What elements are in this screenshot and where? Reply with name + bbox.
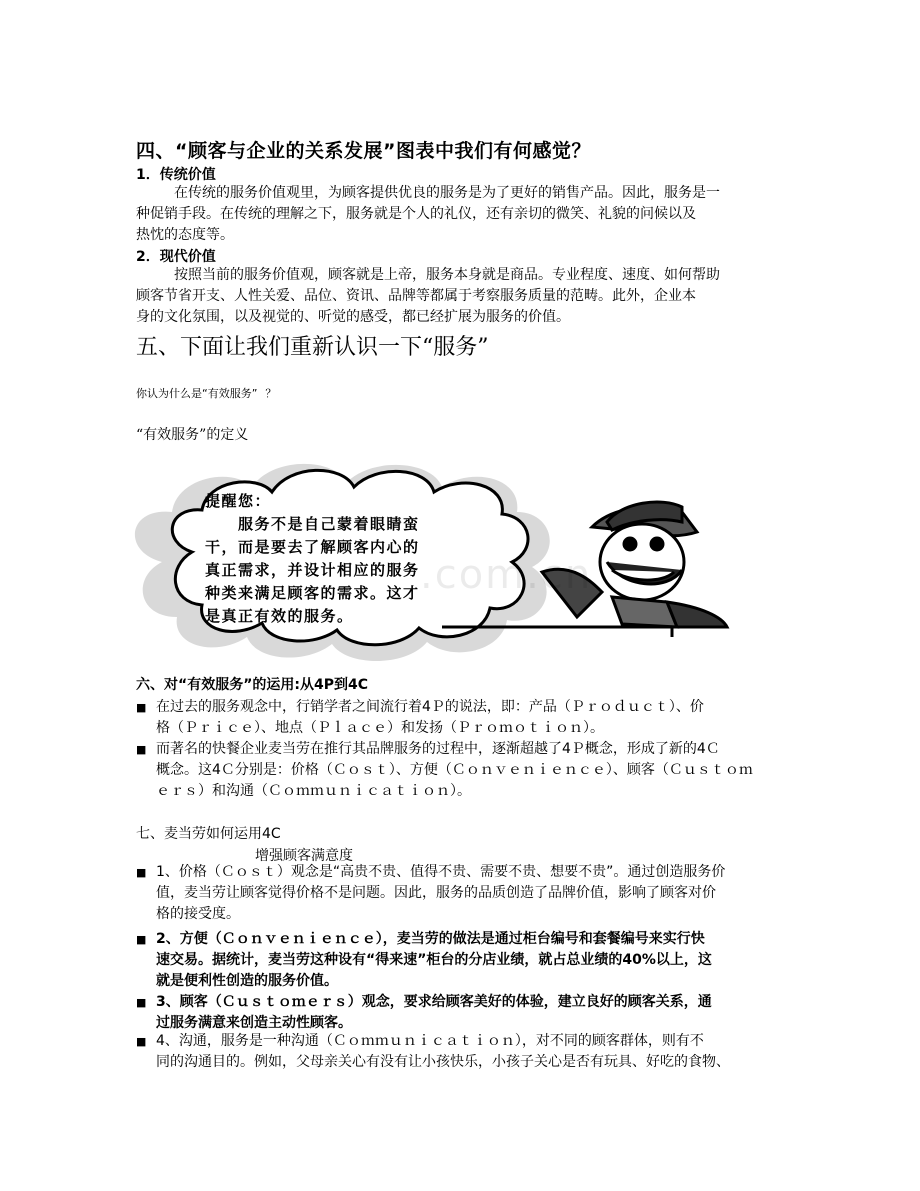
section-7-heading: 七、麦当劳如何运用4C: [136, 826, 281, 842]
text-line: 种促销手段。在传统的理解之下，服务就是个人的礼仪，还有亲切的微笑、礼貌的问候以及: [136, 206, 696, 222]
bullet-4p: [136, 697, 788, 739]
reminder-line: 真正需求，并设计相应的服务: [205, 561, 420, 579]
text-line: 过服务满意来创造主动性顾客。: [156, 1015, 352, 1031]
text-line: 热忱的态度等。: [136, 227, 234, 243]
text-line: 顾客节省开支、人性关爱、品位、资讯、品牌等都属于考察服务质量的范畴。此外，企业本: [136, 288, 696, 304]
section-4-heading: 四、“顾客与企业的关系发展”图表中我们有何感觉？: [136, 140, 591, 162]
bullet-customers: [136, 992, 788, 1034]
bullet-square-icon: ■: [136, 866, 147, 879]
definition-label: “有效服务”的定义: [136, 427, 249, 443]
text-line: 概念。这4Ｃ分别是：价格（Ｃｏｓｔ）、方便（Ｃｏｎｖｅｎｉｅｎｃｅ）、顾客（Ｃｕｓｔｏｍ: [156, 762, 753, 778]
bullet-square-icon: ■: [136, 996, 147, 1009]
bullet-communication: [136, 1031, 788, 1073]
text-line: 2、方便（Ｃｏｎｖｅｎｉｅｎｃｅ），麦当劳的做法是通过柜台编号和套餐编号来实行快: [156, 931, 705, 947]
question-text: 你认为什么是“有效服务”: [136, 387, 258, 400]
text-line: ｅｒｓ）和沟通（Ｃｏｍｍｕｎｉｃａｔｉｏｎ）。: [156, 783, 471, 799]
bullet-square-icon: ■: [136, 743, 147, 756]
subheading-traditional-value: 1．传统价值: [136, 167, 216, 183]
bullet-4c: [136, 739, 788, 802]
text-line: 身的文化氛围，以及视觉的、听觉的感受，都已经扩展为服务的价值。: [136, 309, 570, 325]
text-line: 速交易。据统计，麦当劳这种设有“得来速”柜台的分店业绩，就占总业绩的40%以上，这: [156, 952, 712, 968]
bullet-square-icon: ■: [136, 933, 147, 946]
text-line: 值，麦当劳让顾客觉得价格不是问题。因此，服务的品质创造了品牌价值，影响了顾客对价: [156, 885, 716, 901]
text-line: 1、价格（Ｃｏｓｔ）观念是“高贵不贵、值得不贵、需要不贵、想要不贵”。通过创造服务价: [156, 864, 726, 880]
text-line: 同的沟通目的。例如，父母亲关心有没有让小孩快乐，小孩子关心是否有玩具、好吃的食物、: [156, 1054, 730, 1070]
section-5-heading: 五、下面让我们重新认识一下“服务”: [136, 335, 489, 360]
section-7-subtitle: 增强顾客满意度: [255, 848, 353, 864]
bullet-cost: [136, 862, 788, 925]
reminder-line: 种类来满足顾客的需求。这才: [205, 584, 420, 602]
text-line: 在传统的服务价值观里，为顾客提供优良的服务是为了更好的销售产品。因此，服务是一: [174, 185, 720, 201]
bullet-square-icon: ■: [136, 701, 147, 714]
paragraph-modern-value: [136, 265, 786, 328]
bullet-square-icon: ■: [136, 1035, 147, 1048]
text-line: 格（Ｐｒｉｃｅ）、地点（Ｐｌａｃｅ）和发扬（Ｐｒｏｍｏｔｉｏｎ）。: [156, 720, 604, 736]
text-line: 在过去的服务观念中，行销学者之间流行着4Ｐ的说法，即：产品（Ｐｒｏｄｕｃｔ）、价: [156, 699, 704, 715]
text-line: 按照当前的服务价值观，顾客就是上帝，服务本身就是商品。专业程度、速度、如何帮助: [174, 267, 720, 283]
watermark: .com.cn: [420, 552, 593, 598]
text-line: 就是便利性创造的服务价值。: [156, 973, 338, 989]
question-mark: ？: [265, 387, 277, 400]
text-line: 3、顾客（Ｃｕｓｔｏｍｅｒｓ）观念，要求给顾客美好的体验，建立良好的顾客关系，通: [156, 994, 712, 1010]
reminder-line: 提醒您：: [205, 492, 272, 510]
question-line: [136, 385, 786, 401]
subheading-modern-value: 2．现代价值: [136, 249, 216, 265]
paragraph-traditional-value: [136, 183, 786, 246]
reminder-line: 服务不是自己蒙着眼睛蛮: [205, 515, 420, 533]
reminder-line: 干，而是要去了解顾客内心的: [205, 538, 420, 556]
reminder-line: 是真正有效的服务。: [205, 607, 354, 625]
text-line: 格的接受度。: [156, 906, 240, 922]
text-line: 而著名的快餐企业麦当劳在推行其品牌服务的过程中，逐渐超越了4Ｐ概念，形成了新的4Ｃ: [156, 741, 720, 757]
text-line: 4、沟通，服务是一种沟通（Ｃｏｍｍｕｎｉｃａｔｉｏｎ），对不同的顾客群体，则有不: [156, 1033, 704, 1049]
bullet-convenience: [136, 929, 788, 992]
section-6-heading: 六、对“有效服务”的运用:从4P到4C: [136, 677, 369, 693]
